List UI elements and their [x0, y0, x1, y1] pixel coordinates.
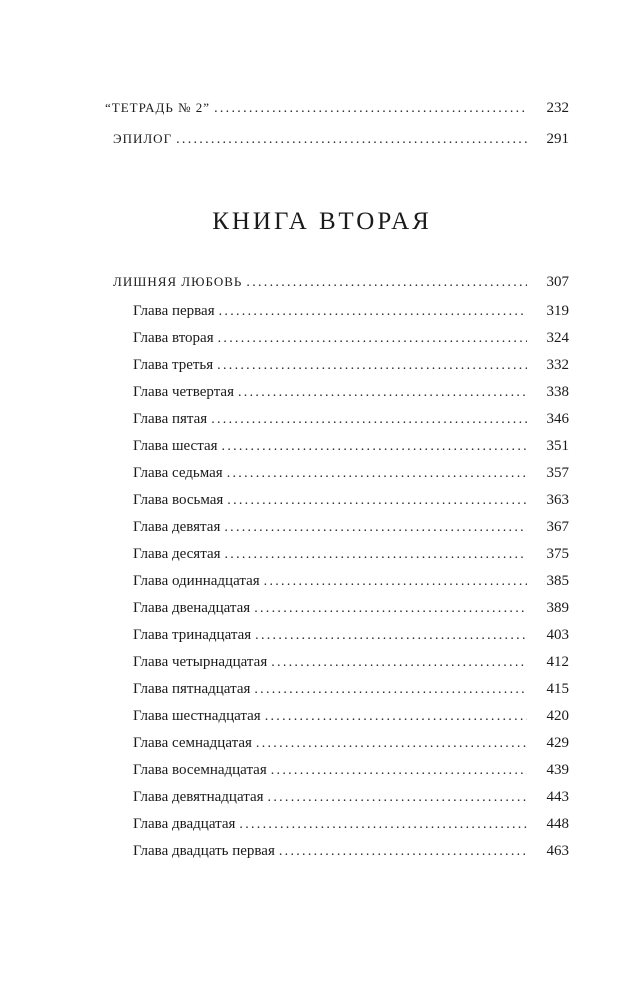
- toc-entry: [133, 789, 569, 806]
- leader-dots: [254, 682, 527, 698]
- entry-page: 232: [546, 100, 569, 116]
- entry-title: Глава вторая: [133, 330, 214, 346]
- book-heading: КНИГА ВТОРАЯ: [212, 208, 432, 235]
- leader-dots: [176, 132, 527, 148]
- entry-title: Глава пятнадцатая: [133, 681, 251, 697]
- entry-title: Глава седьмая: [133, 465, 223, 481]
- leader-dots: [246, 275, 527, 291]
- entry-page: 448: [546, 816, 569, 832]
- toc-entry: [133, 843, 569, 860]
- toc-entry: [133, 600, 569, 617]
- leader-dots: [211, 412, 527, 428]
- entry-title: Глава восемнадцатая: [133, 762, 267, 778]
- entry-title: Глава девятнадцатая: [133, 789, 264, 805]
- toc-entry: [133, 303, 569, 320]
- entry-title: ЛИШНЯЯ ЛЮБОВЬ: [113, 274, 243, 289]
- leader-dots: [256, 736, 527, 752]
- leader-dots: [271, 655, 527, 671]
- leader-dots: [279, 844, 527, 860]
- entry-title: Глава пятая: [133, 411, 208, 427]
- entry-page: 403: [546, 627, 569, 643]
- entry-title: Глава одиннадцатая: [133, 573, 260, 589]
- entry-page: 351: [546, 438, 569, 454]
- entry-page: 363: [546, 492, 569, 508]
- entry-title: Глава двенадцатая: [133, 600, 251, 616]
- toc-entry: [133, 735, 569, 752]
- leader-dots: [238, 385, 527, 401]
- leader-dots: [254, 601, 527, 617]
- leader-dots: [239, 817, 527, 833]
- toc-entry: [133, 411, 569, 428]
- leader-dots: [219, 304, 527, 320]
- entry-page: 367: [546, 519, 569, 535]
- leader-dots: [214, 101, 527, 117]
- entry-page: 332: [546, 357, 569, 373]
- leader-dots: [268, 790, 527, 806]
- entry-page: 385: [546, 573, 569, 589]
- entry-page: 443: [546, 789, 569, 805]
- leader-dots: [255, 628, 527, 644]
- toc-entry: [133, 357, 569, 374]
- entry-page: 319: [546, 303, 569, 319]
- entry-page: 357: [546, 465, 569, 481]
- entry-page: 420: [546, 708, 569, 724]
- entry-title: Глава восьмая: [133, 492, 224, 508]
- leader-dots: [218, 331, 527, 347]
- entry-page: 307: [546, 274, 569, 290]
- toc-entry: [133, 627, 569, 644]
- entry-page: 375: [546, 546, 569, 562]
- entry-title: Глава первая: [133, 303, 215, 319]
- toc-entry: [133, 762, 569, 779]
- toc-entry: [113, 274, 569, 291]
- entry-page: 429: [546, 735, 569, 751]
- entry-page: 439: [546, 762, 569, 778]
- entry-page: 389: [546, 600, 569, 616]
- leader-dots: [227, 466, 527, 482]
- entry-page: 291: [546, 131, 569, 147]
- toc-entry: [133, 816, 569, 833]
- toc-entry: [105, 100, 569, 117]
- entry-page: 346: [546, 411, 569, 427]
- entry-title: Глава шестнадцатая: [133, 708, 261, 724]
- entry-page: 412: [546, 654, 569, 670]
- toc-entry: [133, 573, 569, 590]
- entry-title: Глава двадцать первая: [133, 843, 275, 859]
- toc-entry: [133, 438, 569, 455]
- entry-title: “ТЕТРАДЬ № 2”: [105, 100, 211, 115]
- leader-dots: [225, 547, 528, 563]
- leader-dots: [227, 493, 527, 509]
- entry-title: Глава тринадцатая: [133, 627, 252, 643]
- toc-entry: [133, 519, 569, 536]
- toc-entry: [133, 465, 569, 482]
- toc-entry: [113, 131, 569, 148]
- toc-entry: [133, 330, 569, 347]
- leader-dots: [224, 520, 527, 536]
- entry-title: Глава четвертая: [133, 384, 234, 400]
- entry-title: Глава десятая: [133, 546, 221, 562]
- entry-title: Глава третья: [133, 357, 214, 373]
- entry-title: Глава девятая: [133, 519, 221, 535]
- leader-dots: [264, 574, 527, 590]
- entry-title: Глава семнадцатая: [133, 735, 252, 751]
- toc-entry: [133, 654, 569, 671]
- toc-entry: [133, 492, 569, 509]
- entry-title: Глава шестая: [133, 438, 218, 454]
- toc-entry: [133, 681, 569, 698]
- entry-page: 338: [546, 384, 569, 400]
- entry-page: 415: [546, 681, 569, 697]
- toc-entry: [133, 708, 569, 725]
- entry-title: Глава четырнадцатая: [133, 654, 268, 670]
- toc-entry: [133, 384, 569, 401]
- leader-dots: [222, 439, 527, 455]
- entry-title: ЭПИЛОГ: [113, 131, 173, 146]
- leader-dots: [217, 358, 527, 374]
- leader-dots: [265, 709, 527, 725]
- entry-page: 324: [546, 330, 569, 346]
- leader-dots: [271, 763, 527, 779]
- toc-entry: [133, 546, 569, 563]
- entry-page: 463: [546, 843, 569, 859]
- entry-title: Глава двадцатая: [133, 816, 236, 832]
